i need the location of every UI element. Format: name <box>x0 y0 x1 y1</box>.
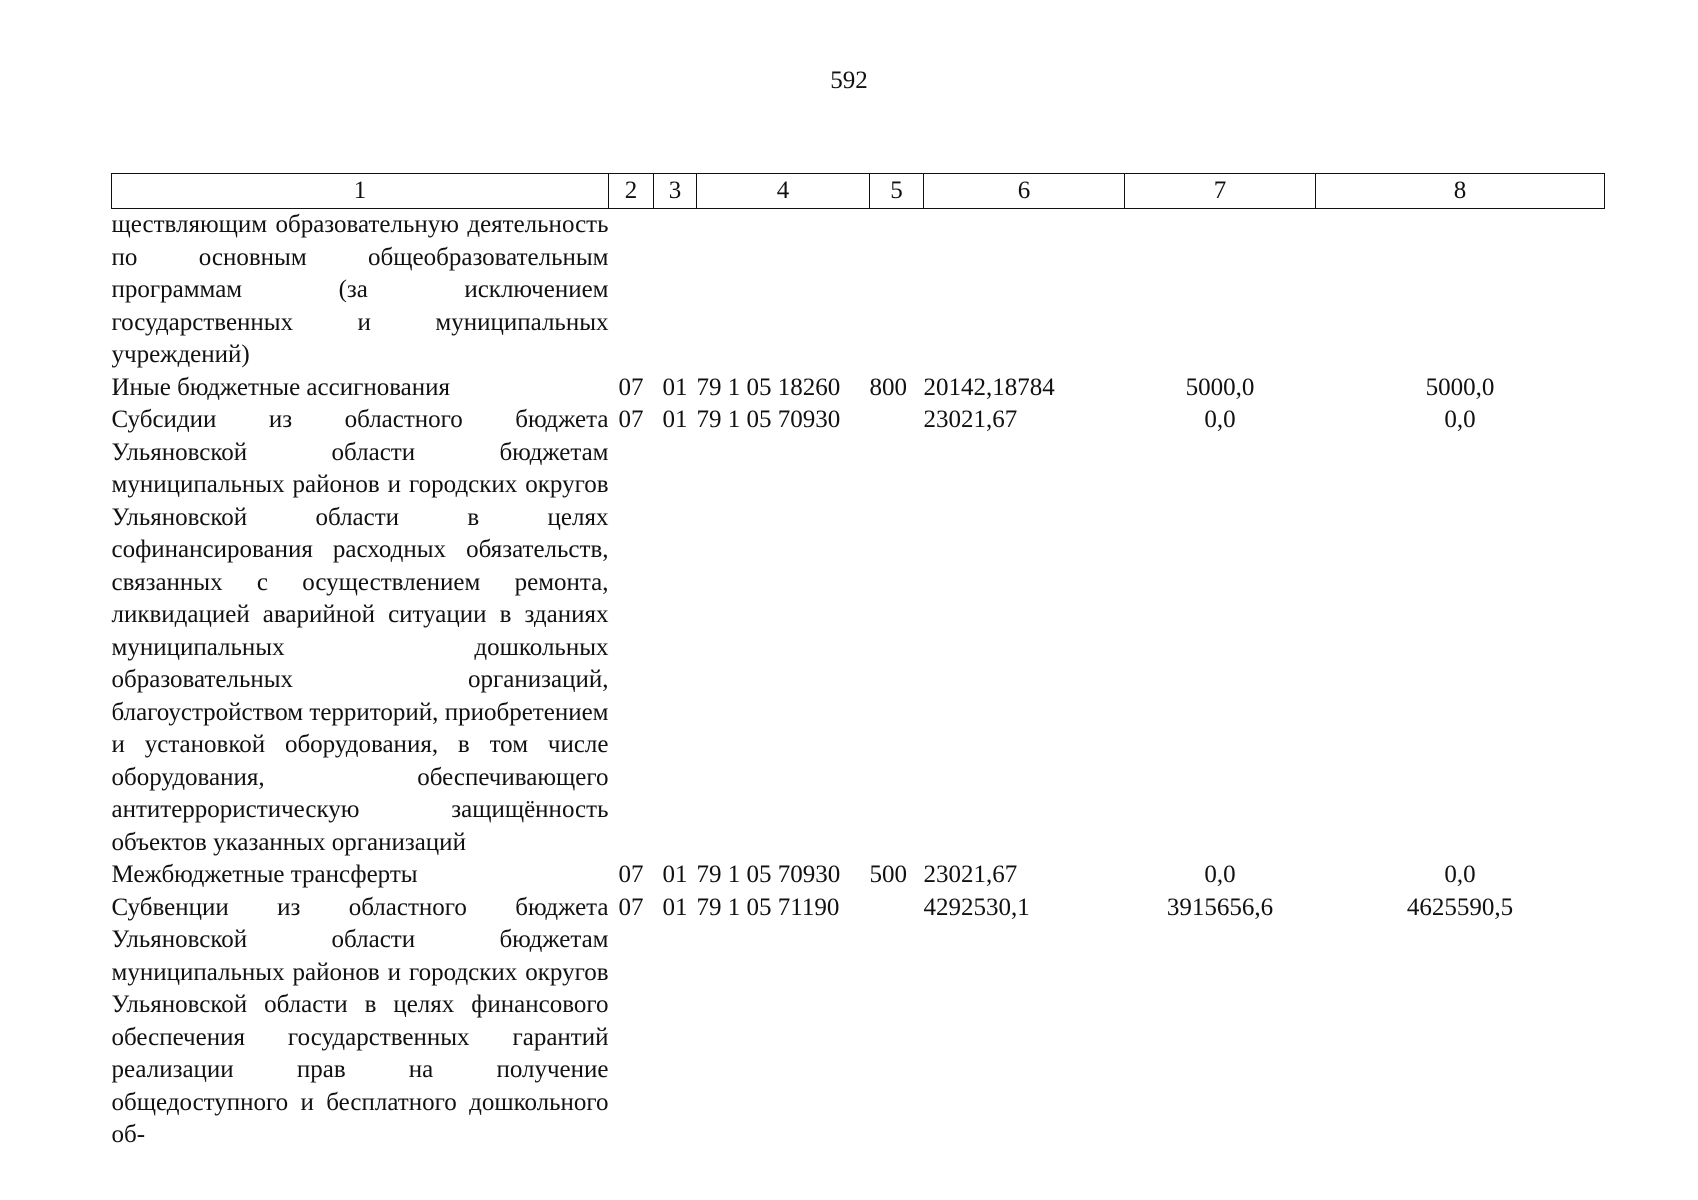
row-description: Субсидии из областного бюджета Ульяновской области бюджетам муниципальных районов и городских округов Ульяновской области в целях софинансирования расходных обязательств, связанных с осуществлением ремонта, ликвидацией аварийной ситуации в зданиях муниципальных дошкольных образовательных организаций, благоустройством территорий, приобретением и установкой оборудования, в том числе оборудования, обеспечивающего антитеррористическую защищённость объектов указанных организаций <box>111 406 609 856</box>
table-row <box>112 372 1605 405</box>
table-body <box>112 209 1605 1152</box>
row-amount-7 <box>1125 209 1316 372</box>
row-amount-8: 5000,0 <box>1425 373 1495 401</box>
table-row <box>112 892 1605 1152</box>
row-target-code: 79 1 05 70930 <box>696 406 841 433</box>
row-expense-type: 500 <box>869 861 907 888</box>
row-target-code: 79 1 05 18260 <box>696 373 841 401</box>
header-col-5: 5 <box>870 174 924 209</box>
table-header <box>112 174 1605 209</box>
row-target-code: 79 1 05 71190 <box>696 893 840 921</box>
row-amount-8 <box>1316 209 1605 372</box>
header-col-7: 7 <box>1125 174 1316 209</box>
row-amount-6: 20142,18784 <box>923 373 1055 401</box>
header-col-2: 2 <box>609 174 654 209</box>
row-subsection: 01 <box>662 373 688 401</box>
row-amount-7: 5000,0 <box>1185 373 1255 401</box>
table-row <box>112 404 1605 859</box>
row-amount-6: 23021,67 <box>923 406 1018 433</box>
row-amount-6: 23021,67 <box>923 861 1018 888</box>
row-target-code: 79 1 05 70930 <box>696 861 841 888</box>
header-col-8: 8 <box>1316 174 1605 209</box>
row-subsection: 01 <box>662 406 688 433</box>
row-expense-type <box>870 892 924 1152</box>
row-section: 07 <box>618 861 644 888</box>
row-expense-type <box>870 209 924 372</box>
page-number: 592 <box>830 67 868 94</box>
row-amount-6 <box>924 209 1125 372</box>
row-description: ществляющим образовательную деятельность по основным общеобразовательным программам (за исключением государственных и муниципальных учреждений) <box>111 211 609 368</box>
row-amount-8: 0,0 <box>1444 406 1476 433</box>
header-col-4: 4 <box>697 174 870 209</box>
row-amount-8: 0,0 <box>1444 861 1476 888</box>
row-expense-type <box>870 404 924 859</box>
row-description: Субвенции из областного бюджета Ульяновской области бюджетам муниципальных районов и городских округов Ульяновской области в целях финансового обеспечения государственных гарантий реализации прав на получение общедоступного и бесплатного дошкольного об- <box>111 893 609 1148</box>
row-subsection: 01 <box>662 861 688 888</box>
table-row <box>112 859 1605 892</box>
table-row <box>112 209 1605 372</box>
row-section <box>609 209 654 372</box>
row-target-code <box>697 209 870 372</box>
row-amount-7: 0,0 <box>1204 861 1236 888</box>
row-amount-6: 4292530,1 <box>923 893 1030 921</box>
budget-table <box>111 173 1605 1152</box>
row-section: 07 <box>618 406 644 433</box>
row-amount-7: 3915656,6 <box>1166 893 1274 921</box>
header-row <box>112 174 1605 209</box>
row-subsection <box>654 209 697 372</box>
row-amount-8: 4625590,5 <box>1406 893 1514 921</box>
header-col-6: 6 <box>924 174 1125 209</box>
header-col-3: 3 <box>654 174 697 209</box>
row-description: Иные бюджетные ассигнования <box>111 373 451 401</box>
row-description: Межбюджетные трансферты <box>111 861 418 888</box>
row-section: 07 <box>618 893 644 921</box>
row-section: 07 <box>618 373 644 401</box>
row-amount-7: 0,0 <box>1204 406 1236 433</box>
header-col-1: 1 <box>112 174 609 209</box>
row-expense-type: 800 <box>869 373 907 401</box>
row-subsection: 01 <box>662 893 688 921</box>
